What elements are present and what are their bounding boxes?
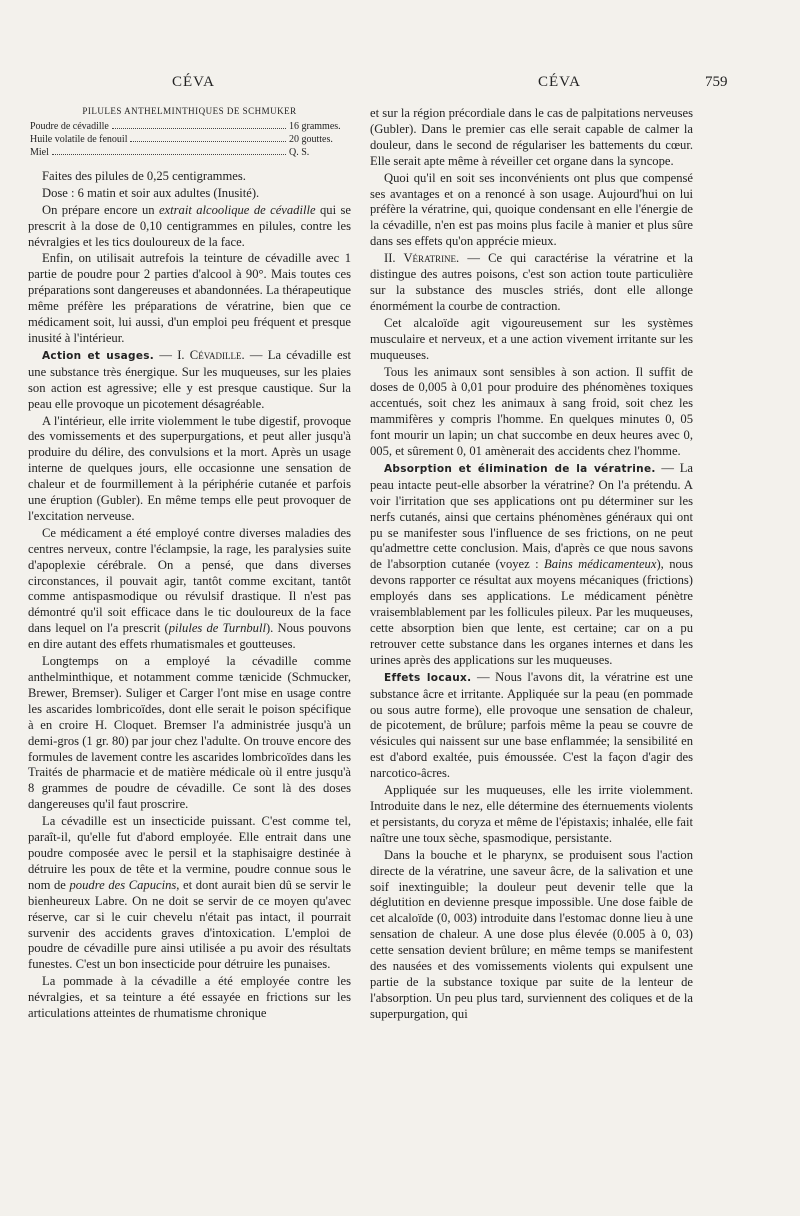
paragraph: II. Vératrine. — Ce qui caractérise la vératrine et la distingue des autres poisons, c'est son action toute particulière sur la substance des muscles striés, dont elle allonge énormément la courbe de contraction.: [370, 251, 694, 313]
paragraph: Quoi qu'il en soit ses inconvénients ont plus que compensé ses avantages et on a renoncé à son usage. Aujourd'hui on lui préfère la vératrine, qui, quoique condensant en elle l'énergie de la cévadille, n'en est pas moins plus facile à manier et plus sûre dans ses effets qu'on apprécie mieux.: [370, 170, 693, 249]
section-heading: Action et usages.: [42, 349, 155, 362]
paragraph: Dose : 6 matin et soir aux adultes (Inusité).: [42, 185, 260, 200]
left-column: [28, 104, 351, 1022]
page-number: 759: [705, 74, 728, 90]
ingredient-qty: Q. S.: [289, 146, 310, 158]
paragraph: Faites des pilules de 0,25 centigrammes.: [42, 168, 246, 183]
paragraph: Effets locaux. — Nous l'avons dit, la vératrine est une substance âcre et irritante. Appliquée sur la peau (en pommade ou sous autre forme), elle provoque une sensation de chaleur, de picotement, de brûlure; parfois même la peau se couvre de vésicules qui naissent sur une base enflammée; la sensibilité en est d'abord exaltée, puis émoussée. C'est la façon d'agir des narcotico-âcres.: [370, 669, 693, 781]
running-header-left: CÉVA: [172, 74, 215, 90]
section-heading: Absorption et élimination de la vératrine.: [384, 462, 656, 475]
ingredient-name: Miel: [30, 146, 49, 158]
paragraph: Appliquée sur les muqueuses, elle les irrite violemment. Introduite dans le nez, elle détermine des éternuements violents et persistants, du coryza et même de l'épistaxis; inhalée, elle fait naître une toux sèche, spasmodique, persistante.: [370, 783, 693, 845]
paragraph: Enfin, on utilisait autrefois la teinture de cévadille avec 1 partie de poudre pour 2 parties d'alcool à 90°. Mais toutes ces préparations sont dangereuses et abandonnées. La thérapeutique même préfère les préparations de vératrine, bien que ce médicament soit, lui aussi, d'un emploi peu fréquent et presque inusité à l'intérieur.: [28, 251, 351, 345]
recipe-row: [30, 133, 351, 146]
paragraph: Ce médicament a été employé contre diverses maladies des centres nerveux, contre l'éclampsie, la rage, les paralysies suite d'apoplexie cérébrale. On a pensé, que dans diverses circonstances, il pouvait agir, tantôt comme excitant, tantôt comme antispasmodique ou révulsif drastique. Il n'est pas démontré qu'il soit efficace dans le tic douloureux de la face dans lequel on l'a prescrit (pilules de Turnbull). Nous pouvons en dire autant des effets rhumatismales et goutteuses.: [28, 525, 351, 652]
paragraph: On prépare encore un extrait alcoolique de cévadille qui se prescrit à la dose de 0,10 centigrammes en pilules, contre les névralgies et les tics douloureux de la face.: [28, 202, 351, 249]
section-heading: Effets locaux.: [384, 671, 472, 684]
running-header-center: CÉVA: [538, 74, 581, 90]
ingredient-name: Poudre de cévadille: [30, 120, 109, 132]
ingredient-name: Huile volatile de fenouil: [30, 133, 128, 145]
paragraph: La pommade à la cévadille a été employée contre les névralgies, et sa teinture a été essayée en frictions sur les articulations atteintes de rhumatisme chronique: [28, 974, 351, 1021]
paragraph: La cévadille est un insecticide puissant. C'est comme tel, paraît-il, qu'elle fut d'abord employée. Elle entrait dans une poudre composée avec le persil et la staphisaigre destinée à détruire les poux de tête et la vermine, poudre connue sous le nom de poudre des Capucins, et dont aurait bien dû se servir le bienheureux Labre. On ne doit se servir de ce moyen qu'avec réserve, car si le cuir chevelu n'était pas intact, il pourrait survenir des accidents graves d'intoxication. L'emploi de poudre de cévadille pure ainsi utilisée a pu avoir des résultats funestes. C'est un bon insecticide pour détruire les punaises.: [28, 814, 351, 972]
paragraph: Longtemps on a employé la cévadille comme anthelminthique, et notamment comme tænicide (Schmucker, Brewer, Bremser). Suliger et Carger l'ont mise en usage contre les ascarides lombricoïdes, dont elle serait le poison spécifique à en croire H. Cloquet. Bremser l'a administrée jusqu'à un demi-gros (1 gr. 80) par jour chez l'adulte. On trouve encore des formules de lavement contre les ascarides lombricoïdes dans les Traités de pharmacie et de matière médicale où il entre jusqu'à 8 grammes de poudre de cévadille. Ce sont là des doses dangereuses qu'il faut proscrire.: [28, 654, 351, 812]
recipe-list: [28, 120, 351, 159]
section-title: PILULES ANTHELMINTHIQUES DE SCHMUKER: [82, 106, 297, 116]
paragraph: et sur la région précordiale dans le cas de palpitations nerveuses (Gubler). Dans le premier cas elle serait capable de calmer la douleur, dans le second de régulariser les battements du cœur. Elle serait apte même à réveiller cet organe dans la syncope.: [370, 106, 693, 168]
paragraph: Action et usages. — I. Cévadille. — La cévadille est une substance très énergique. Sur les muqueuses, sur les plaies son action est agressive; elle y est presque caustique. Sur la peau elle provoque un picotement désagréable.: [28, 347, 351, 411]
paragraph: Dans la bouche et le pharynx, se produisent sous l'action directe de la vératrine, une saveur âcre, de la salivation et une soif inextinguible; la douleur peut devenir telle que la déglutition en devienne presque impossible. Une dose faible de cet alcaloïde (0, 003) introduite dans l'estomac donne lieu à une sensation de chaleur. A une dose plus élevée (0.005 à 0, 03) cette sensation devient brûlure; en même temps se manifestent des nausées et des vomissements violents qui expulsent une partie de la substance toxique par suite de la lenteur de l'absorption. Un peu plus tard, surviennent des coliques et de la superpurgation, qui: [370, 847, 693, 1021]
paragraph: A l'intérieur, elle irrite violemment le tube digestif, provoque des vomissements et des superpurgations, et peut aller jusqu'à produire du délire, des convulsions et la mort. Après un usage interne de quelques jours, elle occasionne une sensation de chaleur et de fourmillement à la périphérie cutanée et parfois une éruption (Gubler). En même temps elle peut provoquer de l'excitation nerveuse.: [28, 413, 351, 523]
ingredient-qty: 16 grammes.: [289, 120, 341, 132]
right-column: [370, 106, 693, 1023]
ingredient-qty: 20 gouttes.: [289, 133, 333, 145]
paragraph: Absorption et élimination de la vératrine. — La peau intacte peut-elle absorber la vératrine? On l'a prétendu. A voir l'irritation que ses applications ont pu déterminer sur les nerfs cutanés, ainsi que certains phénomènes généraux qui ont pu se manifester sous l'influence de ses frictions, on ne peut qu'admettre cette conclusion. Mais, d'après ce que nous savons de l'absorption cutanée (voyez : Bains médicamenteux), nous devons rapporter ce résultat aux moyens mécaniques (frictions) employés dans ses applications. Le médicament pénètre vraisemblablement par les follicules pileux. Par les muqueuses, cette absorption bien que lente, est certaine; car on a pu retrouver cette substance dans les organes internes et dans les urines après des applications sur les muqueuses.: [370, 460, 693, 667]
paragraph: Cet alcaloïde agit vigoureusement sur les systèmes musculaire et nerveux, et a une action vivement irritante sur les muqueuses.: [370, 315, 693, 362]
recipe-row: [30, 146, 351, 159]
recipe-row: [30, 120, 351, 133]
paragraph: Tous les animaux sont sensibles à son action. Il suffit de doses de 0,005 à 0,01 pour produire des phénomènes toxiques accentués, soit chez les animaux à sang froid, soit chez les mammifères y compris l'homme. En quelques minutes 0, 05 font mourir un lapin; un chat succombe en deux heures avec 0, 005, et sûrement 0, 01 amènerait des accidents chez l'homme.: [370, 364, 693, 459]
